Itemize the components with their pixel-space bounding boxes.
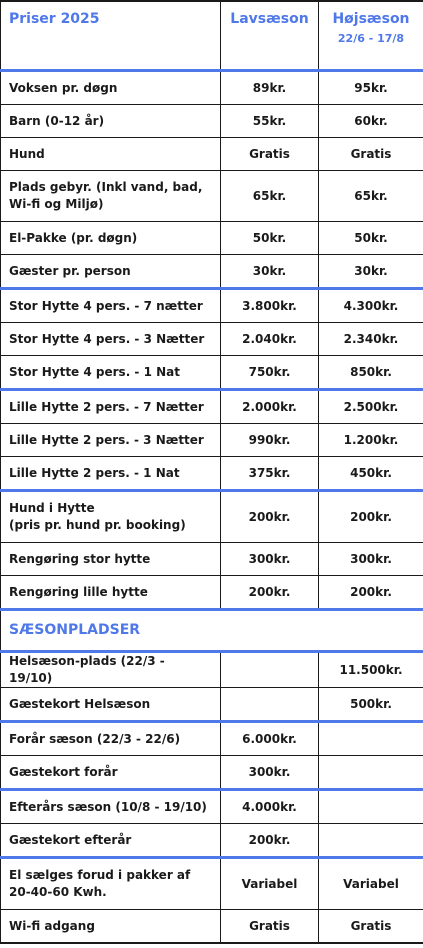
row-label xyxy=(1,71,221,105)
section-row xyxy=(1,610,423,652)
section-title: SÆSONPLADSER xyxy=(1,610,423,652)
row-label-line-2: 20-40-60 Kwh. xyxy=(9,885,107,899)
low-season-price: 6.000kr. xyxy=(221,722,319,756)
table-row xyxy=(1,171,423,222)
low-season-price: 300kr. xyxy=(221,756,319,790)
row-label-line: El sælges forud i pakker af xyxy=(9,868,191,882)
high-season-price xyxy=(319,790,423,824)
row-label-line: Forår sæson (22/3 - 22/6) xyxy=(9,731,181,746)
high-season-price: 2.340kr. xyxy=(319,323,423,356)
high-season-price xyxy=(319,722,423,756)
header-high-season xyxy=(319,1,423,71)
header-title: Priser 2025 xyxy=(1,1,221,71)
row-label-line: Hund i Hytte xyxy=(9,501,95,515)
high-season-price: Variabel xyxy=(319,858,423,910)
low-season-price: 200kr. xyxy=(221,576,319,610)
row-label xyxy=(1,722,221,756)
low-season-price xyxy=(221,688,319,722)
row-label xyxy=(1,824,221,858)
table-row xyxy=(1,138,423,171)
low-season-price: 200kr. xyxy=(221,824,319,858)
low-season-price: 50kr. xyxy=(221,222,319,255)
table-row xyxy=(1,71,423,105)
table-row xyxy=(1,722,423,756)
row-label-line: Lille Hytte 2 pers. - 1 Nat xyxy=(9,465,180,480)
row-label xyxy=(1,543,221,576)
table-row xyxy=(1,491,423,543)
high-season-price: Gratis xyxy=(319,910,423,944)
row-label xyxy=(1,756,221,790)
row-label xyxy=(1,910,221,944)
row-label xyxy=(1,424,221,457)
row-label-line: Helsæson-plads (22/3 - 19/10) xyxy=(9,654,165,685)
table-row xyxy=(1,222,423,255)
row-label xyxy=(1,222,221,255)
high-season-price: 1.200kr. xyxy=(319,424,423,457)
header-row xyxy=(1,1,423,71)
row-label-line: Rengøring lille hytte xyxy=(9,584,148,599)
table-row xyxy=(1,105,423,138)
high-season-price: 60kr. xyxy=(319,105,423,138)
low-season-price: 3.800kr. xyxy=(221,289,319,323)
low-season-price: 65kr. xyxy=(221,171,319,222)
low-season-price: 750kr. xyxy=(221,356,319,390)
header-high-season-label: Højsæson xyxy=(332,11,410,27)
high-season-price: 95kr. xyxy=(319,71,423,105)
table-row xyxy=(1,424,423,457)
row-label-line: Hund xyxy=(9,146,45,161)
low-season-price: 990kr. xyxy=(221,424,319,457)
low-season-price: 2.000kr. xyxy=(221,390,319,424)
high-season-price: 450kr. xyxy=(319,457,423,491)
row-label-line: Voksen pr. døgn xyxy=(9,80,118,95)
row-label xyxy=(1,171,221,222)
row-label xyxy=(1,688,221,722)
row-label-line: Gæstekort forår xyxy=(9,764,118,779)
row-label xyxy=(1,858,221,910)
high-season-price: 500kr. xyxy=(319,688,423,722)
row-label xyxy=(1,138,221,171)
row-label xyxy=(1,652,221,688)
table-row xyxy=(1,356,423,390)
low-season-price xyxy=(221,652,319,688)
row-label-line: Stor Hytte 4 pers. - 7 nætter xyxy=(9,298,203,313)
table-row xyxy=(1,652,423,688)
row-label-line: Rengøring stor hytte xyxy=(9,551,151,566)
low-season-price: 4.000kr. xyxy=(221,790,319,824)
low-season-price: 200kr. xyxy=(221,491,319,543)
row-label xyxy=(1,356,221,390)
row-label xyxy=(1,390,221,424)
high-season-price: 4.300kr. xyxy=(319,289,423,323)
row-label-line-2: (pris pr. hund pr. booking) xyxy=(9,518,186,532)
row-label-line: Lille Hytte 2 pers. - 3 Nætter xyxy=(9,432,204,447)
table-row xyxy=(1,255,423,289)
row-label-line: Barn (0-12 år) xyxy=(9,113,105,128)
row-label-line: El-Pakke (pr. døgn) xyxy=(9,230,138,245)
low-season-price: 300kr. xyxy=(221,543,319,576)
table-row xyxy=(1,576,423,610)
low-season-price: Gratis xyxy=(221,910,319,944)
row-label xyxy=(1,255,221,289)
row-label xyxy=(1,105,221,138)
header-low-season: Lavsæson xyxy=(221,1,319,71)
row-label-line: Wi-fi adgang xyxy=(9,918,95,933)
table-row xyxy=(1,390,423,424)
high-season-price: Gratis xyxy=(319,138,423,171)
row-label-line: Gæstekort Helsæson xyxy=(9,696,151,711)
high-season-price: 200kr. xyxy=(319,491,423,543)
high-season-price: 50kr. xyxy=(319,222,423,255)
high-season-price: 30kr. xyxy=(319,255,423,289)
low-season-price: 55kr. xyxy=(221,105,319,138)
low-season-price: 2.040kr. xyxy=(221,323,319,356)
row-label-line-2: Wi-fi og Miljø) xyxy=(9,197,104,211)
high-season-price: 850kr. xyxy=(319,356,423,390)
high-season-price: 11.500kr. xyxy=(319,652,423,688)
row-label xyxy=(1,457,221,491)
row-label xyxy=(1,790,221,824)
row-label-line: Lille Hytte 2 pers. - 7 Nætter xyxy=(9,399,204,414)
low-season-price: 30kr. xyxy=(221,255,319,289)
row-label-line: Efterårs sæson (10/8 - 19/10) xyxy=(9,799,207,814)
low-season-price: Gratis xyxy=(221,138,319,171)
row-label xyxy=(1,576,221,610)
table-row xyxy=(1,756,423,790)
high-season-price: 200kr. xyxy=(319,576,423,610)
low-season-price: 375kr. xyxy=(221,457,319,491)
row-label xyxy=(1,289,221,323)
low-season-price: Variabel xyxy=(221,858,319,910)
table-row xyxy=(1,688,423,722)
high-season-price xyxy=(319,824,423,858)
row-label-line: Gæstekort efterår xyxy=(9,832,132,847)
table-row xyxy=(1,910,423,944)
table-row xyxy=(1,323,423,356)
table-row xyxy=(1,858,423,910)
table-row xyxy=(1,543,423,576)
row-label xyxy=(1,491,221,543)
high-season-price: 65kr. xyxy=(319,171,423,222)
table-row xyxy=(1,790,423,824)
table-row xyxy=(1,824,423,858)
row-label-line: Stor Hytte 4 pers. - 3 Nætter xyxy=(9,331,205,346)
header-high-season-dates: 22/6 - 17/8 xyxy=(337,32,405,45)
high-season-price xyxy=(319,756,423,790)
low-season-price: 89kr. xyxy=(221,71,319,105)
high-season-price: 2.500kr. xyxy=(319,390,423,424)
row-label xyxy=(1,323,221,356)
row-label-line: Plads gebyr. (Inkl vand, bad, xyxy=(9,180,203,194)
table-row xyxy=(1,457,423,491)
high-season-price: 300kr. xyxy=(319,543,423,576)
row-label-line: Gæster pr. person xyxy=(9,263,131,278)
row-label-line: Stor Hytte 4 pers. - 1 Nat xyxy=(9,364,180,379)
table-row xyxy=(1,289,423,323)
